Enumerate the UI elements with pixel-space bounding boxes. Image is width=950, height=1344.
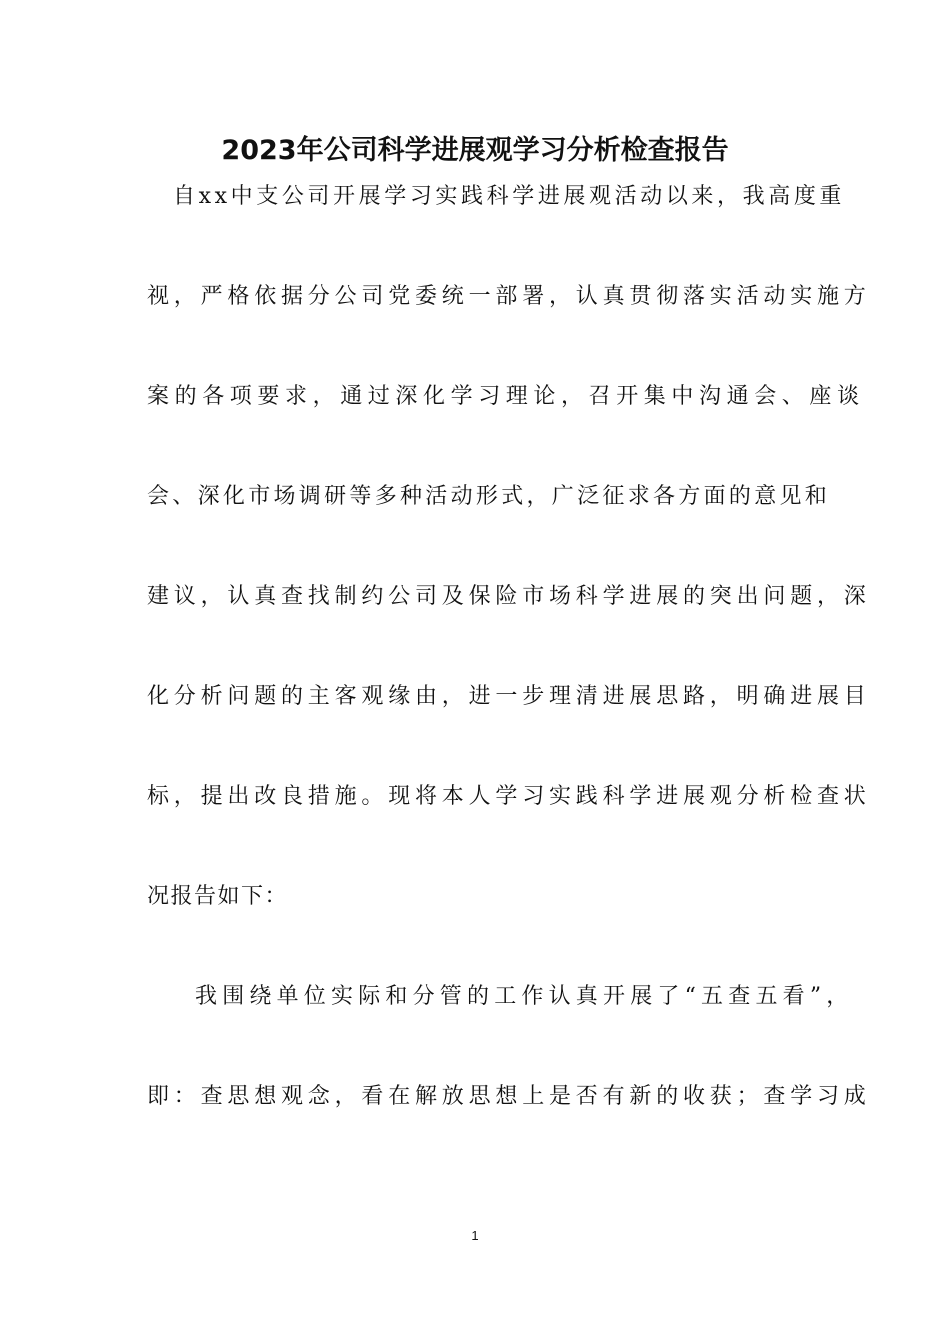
paragraph-line: 况报告如下： <box>147 884 289 909</box>
paragraph-line: 会、深化市场调研等多种活动形式，广泛征求各方面的意见和 <box>147 484 831 509</box>
paragraph-line: 化分析问题的主客观缘由，进一步理清进展思路，明确进展目 <box>147 684 871 709</box>
paragraph-line: 标，提出改良措施。现将本人学习实践科学进展观分析检查状 <box>147 784 871 809</box>
paragraph-line: 即：查思想观念，看在解放思想上是否有新的收获；查学习成 <box>147 1084 871 1109</box>
paragraph-line: 自xx中支公司开展学习实践科学进展观活动以来，我高度重 <box>173 184 846 209</box>
paragraph-line: 案的各项要求，通过深化学习理论，召开集中沟通会、座谈 <box>147 384 865 409</box>
page-number: 1 <box>471 1228 479 1243</box>
paragraph-line: 视，严格依据分公司党委统一部署，认真贯彻落实活动实施方 <box>147 284 871 309</box>
paragraph-line: 我围绕单位实际和分管的工作认真开展了“五查五看”， <box>195 984 854 1009</box>
document-title: 2023年公司科学进展观学习分析检查报告 <box>221 135 729 166</box>
paragraph-line: 建议，认真查找制约公司及保险市场科学进展的突出问题，深 <box>147 584 871 609</box>
